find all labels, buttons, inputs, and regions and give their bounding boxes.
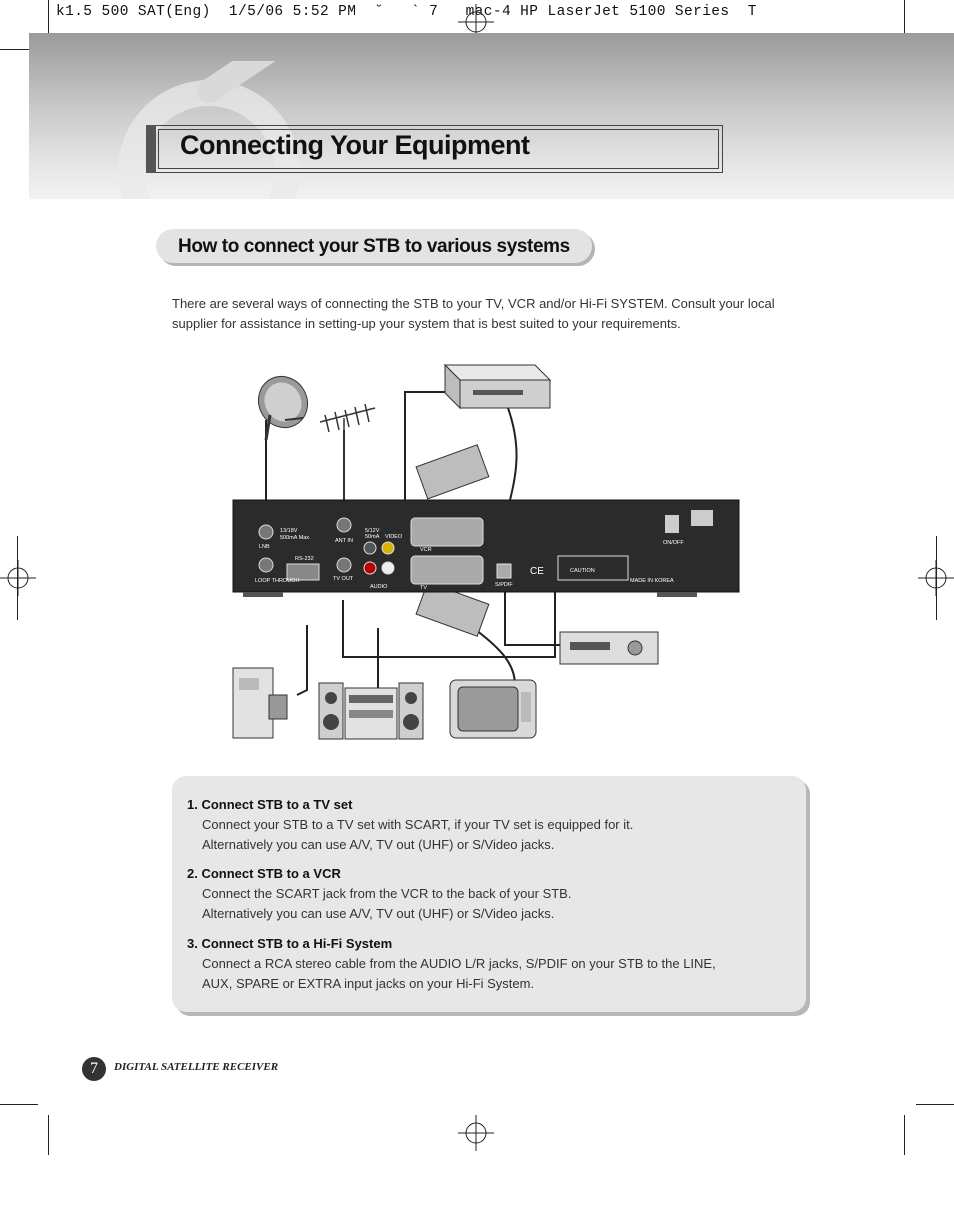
- header-banner: [29, 33, 954, 199]
- step-heading: 1. Connect STB to a TV set: [187, 797, 353, 812]
- tv-scart-label: TV: [420, 585, 428, 591]
- ant-in-label: ANT IN: [335, 538, 353, 544]
- step-tv: [187, 795, 633, 855]
- crop-mark: [904, 1115, 905, 1155]
- satellite-dish-icon: [249, 367, 317, 440]
- vcr-scart-label: VCR: [420, 547, 432, 553]
- print-header: k1.5 500 SAT(Eng) 1/5/06 5:52 PM ˘ ` 7 mac-4 HP LaserJet 5100 Series T: [56, 4, 757, 20]
- stereo-system-icon: [319, 683, 423, 739]
- loop-through-label: LOOP THROUGH: [255, 578, 300, 584]
- vcr-device-icon: [445, 365, 550, 408]
- step-line: Connect a RCA stereo cable from the AUDIO L/R jacks, S/PDIF on your STB to the LINE,: [202, 956, 716, 971]
- step-heading: 3. Connect STB to a Hi-Fi System: [187, 936, 393, 951]
- caution-label: CAUTION: [570, 568, 595, 574]
- dc-current-label: 50mA: [365, 534, 380, 540]
- made-in-label: MADE IN KOREA: [630, 578, 674, 584]
- intro-paragraph: There are several ways of connecting the STB to your TV, VCR and/or Hi-Fi SYSTEM. Consult your local supplier for assistance in setting-up your system that is best suited to your requirements.: [172, 296, 775, 331]
- crop-mark: [17, 536, 18, 620]
- registration-mark-icon: [0, 560, 36, 596]
- tv-out-label: TV OUT: [333, 576, 354, 582]
- hifi-amplifier-icon: [560, 632, 658, 664]
- lnb-port-label: LNB: [259, 544, 270, 550]
- step-vcr: [187, 864, 571, 924]
- crop-mark: [916, 1104, 954, 1105]
- crop-mark: [936, 536, 937, 620]
- step-line: AUX, SPARE or EXTRA input jacks on your Hi-Fi System.: [202, 976, 535, 991]
- on-off-label: ON/OFF: [663, 540, 684, 546]
- page-number: 7: [82, 1057, 106, 1081]
- crop-mark: [48, 1115, 49, 1155]
- registration-mark-icon: [458, 1115, 494, 1151]
- page-title: Connecting Your Equipment: [180, 130, 530, 160]
- step-line: Connect your STB to a TV set with SCART, if your TV set is equipped for it.: [202, 817, 634, 832]
- connection-diagram: [225, 360, 745, 745]
- tv-set-icon: [450, 680, 536, 738]
- ce-mark: CE: [530, 566, 544, 577]
- step-hifi: [187, 934, 716, 994]
- pc-tower-icon: [233, 668, 287, 738]
- step-line: Alternatively you can use A/V, TV out (UHF) or S/Video jacks.: [202, 837, 555, 852]
- spdif-label: S/PDIF: [495, 582, 513, 588]
- antenna-icon: [320, 404, 375, 500]
- dc-label: 5/12V: [365, 528, 380, 534]
- step-heading: 2. Connect STB to a VCR: [187, 866, 341, 881]
- rs232-label: RS-232: [295, 556, 314, 562]
- section-subtitle: How to connect your STB to various systems: [178, 236, 570, 257]
- audio-label: AUDIO: [370, 584, 388, 590]
- step-line: Connect the SCART jack from the VCR to the back of your STB.: [202, 886, 572, 901]
- video-label: VIDEO: [385, 534, 403, 540]
- step-line: Alternatively you can use A/V, TV out (UHF) or S/Video jacks.: [202, 906, 555, 921]
- lnb-power-label: 13/18V: [280, 528, 298, 534]
- crop-mark: [0, 1104, 38, 1105]
- lnb-current-label: 500mA Max.: [280, 535, 311, 541]
- footer-label: DIGITAL SATELLITE RECEIVER: [114, 1061, 279, 1073]
